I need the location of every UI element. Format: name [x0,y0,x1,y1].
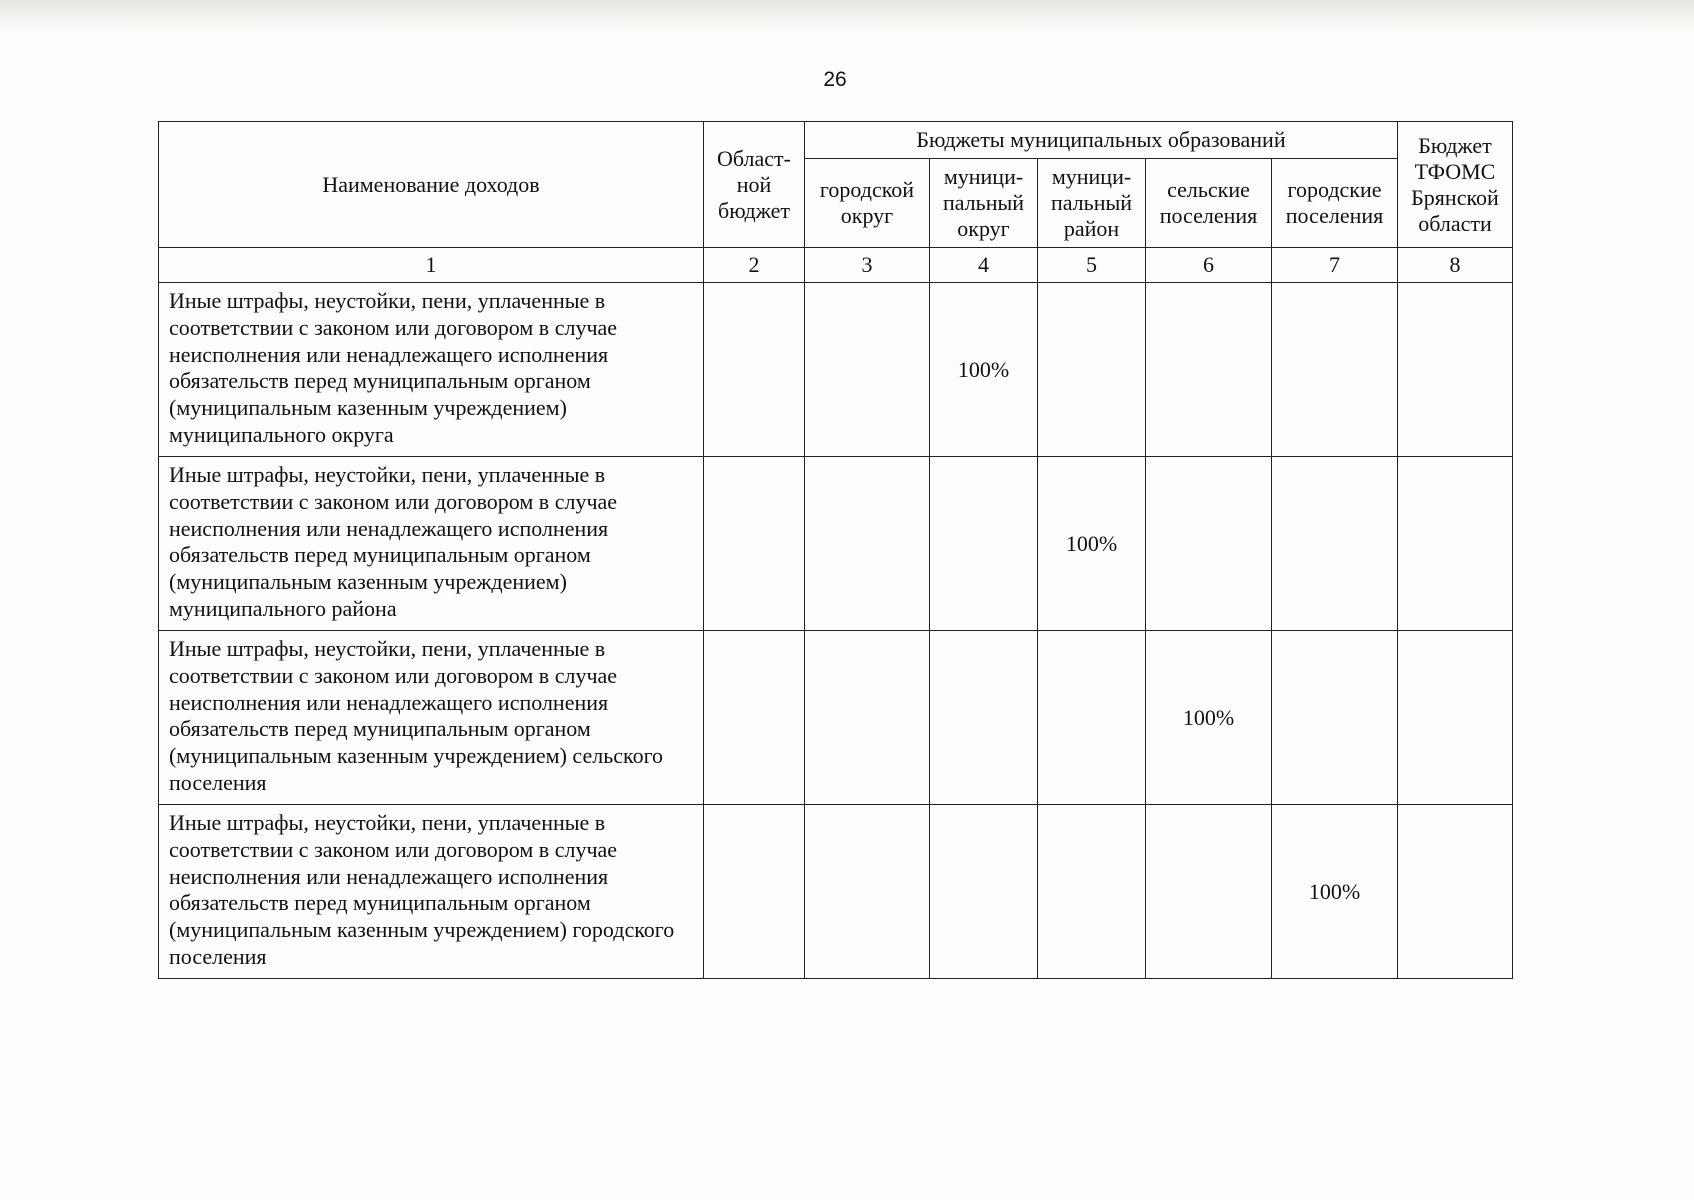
column-number: 6 [1146,248,1272,283]
municipal-district-cell: 100% [930,283,1038,457]
municipal-district-cell [930,805,1038,979]
table-row [159,805,1513,979]
column-number: 7 [1272,248,1398,283]
urban-settlements-cell [1272,631,1398,805]
regional-budget-cell [704,805,805,979]
tfoms-budget-cell [1398,805,1513,979]
column-number: 2 [704,248,805,283]
header-rural-settlements [1146,159,1272,248]
table-row [159,457,1513,631]
header-urban-settlements [1272,159,1398,248]
municipal-area-cell: 100% [1038,457,1146,631]
header-revenue-name: Наименование доходов [159,122,704,248]
municipal-district-cell [930,631,1038,805]
city-district-cell [805,631,930,805]
revenue-name-cell: Иные штрафы, неустойки, пени, уплаченные в соответствии с законом или договором в случае неисполнения или ненадлежащего исполнения обязательств перед муниципальным органом (муниципальным казенным учреждением) муниципального района [159,457,704,631]
header-city-district [805,159,930,248]
header-municipal-area [1038,159,1146,248]
header-municipal-district [930,159,1038,248]
page-number: 26 [823,68,847,91]
scan-edge [0,0,1694,34]
revenue-name-cell: Иные штрафы, неустойки, пени, уплаченные в соответствии с законом или договором в случае неисполнения или ненадлежащего исполнения обязательств перед муниципальным органом (муниципальным казенным учреждением) сельского поселения [159,631,704,805]
header-tfoms-budget-text: Бюджет ТФОМС Брянской области [1411,132,1499,236]
column-number: 8 [1398,248,1513,283]
header-municipal-district-text: муници- пальный округ [942,164,1025,241]
tfoms-budget-cell [1398,631,1513,805]
regional-budget-cell [704,631,805,805]
city-district-cell [805,283,930,457]
municipal-area-cell [1038,631,1146,805]
rural-settlements-cell [1146,283,1272,457]
header-municipal-budgets: Бюджеты муниципальных образований [805,122,1398,159]
municipal-district-cell [930,457,1038,631]
revenue-name-cell: Иные штрафы, неустойки, пени, уплаченные в соответствии с законом или договором в случае неисполнения или ненадлежащего исполнения обязательств перед муниципальным органом (муниципальным казенным учреждением) муниципального округа [159,283,704,457]
revenue-name-cell: Иные штрафы, неустойки, пени, уплаченные в соответствии с законом или договором в случае неисполнения или ненадлежащего исполнения обязательств перед муниципальным органом (муниципальным казенным учреждением) городского поселения [159,805,704,979]
column-number: 5 [1038,248,1146,283]
tfoms-budget-cell [1398,457,1513,631]
header-tfoms-budget [1398,122,1513,248]
municipal-area-cell [1038,805,1146,979]
municipal-area-cell [1038,283,1146,457]
regional-budget-cell [704,283,805,457]
urban-settlements-cell [1272,283,1398,457]
header-municipal-area-text: муници- пальный район [1050,164,1133,241]
rural-settlements-cell: 100% [1146,631,1272,805]
city-district-cell [805,805,930,979]
tfoms-budget-cell [1398,283,1513,457]
revenue-distribution-table [158,121,1513,979]
urban-settlements-cell: 100% [1272,805,1398,979]
header-regional-budget [704,122,805,248]
table-row [159,283,1513,457]
rural-settlements-cell [1146,457,1272,631]
table-row [159,631,1513,805]
column-number-row [159,248,1513,283]
city-district-cell [805,457,930,631]
header-urban-settlements-text: городские поселения [1285,177,1384,228]
rural-settlements-cell [1146,805,1272,979]
regional-budget-cell [704,457,805,631]
header-regional-budget-text: Област- ной бюджет [717,145,791,223]
header-city-district-text: городской округ [819,177,915,228]
column-number: 3 [805,248,930,283]
column-number: 4 [930,248,1038,283]
column-number: 1 [159,248,704,283]
header-rural-settlements-text: сельские поселения [1159,177,1258,228]
urban-settlements-cell [1272,457,1398,631]
